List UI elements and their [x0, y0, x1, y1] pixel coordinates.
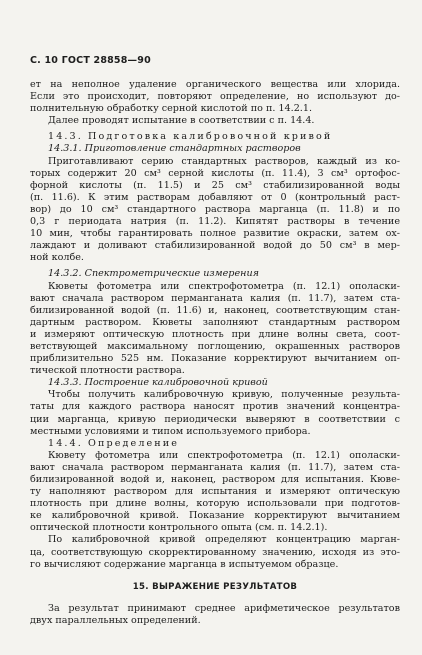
text-line: форной кислоты (п. 11.5) и 25 см³ стабилизированной воды	[30, 179, 400, 191]
text-line: двух параллельных определений.	[30, 614, 201, 626]
text-line: ке калибровочной кривой. Показание корректируют вычитанием	[30, 510, 400, 522]
text-line: дартным раствором. Кюветы заполняют стандартным раствором	[30, 316, 400, 328]
text-line: 10 мин, чтобы гарантировать полное развитие окраски, затем ох-	[30, 228, 400, 240]
text-line: оптической плотности контрольного опыта (см. п. 14.2.1).	[30, 522, 328, 534]
text-line: билизированной водой (п. 11.6) и, наконец, соответствующим стан-	[30, 304, 400, 316]
text-line: ет на неполное удаление органического вещества или хлорида.	[30, 79, 400, 90]
text-line: вают сначала раствором перманганата калия (п. 11.7), затем ста-	[30, 292, 400, 304]
text-line: тической плотности раствора.	[30, 365, 185, 377]
text-line: За результат принимают среднее арифметическое результатов	[48, 602, 400, 614]
text-line: ции марганца, кривую периодически выверяют в соответствии с	[30, 413, 400, 425]
text-line: 0,3 г периодата натрия (п. 11.2). Кипятят растворы в течение	[30, 216, 400, 228]
text-line: Кювету фотометра или спектрофотометра (п. 12.1) ополаски-	[48, 449, 400, 461]
section-gap	[30, 593, 400, 603]
text-line: Далее проводят испытание в соответствии с п. 14.4.	[48, 115, 315, 127]
section-heading: 15. ВЫРАЖЕНИЕ РЕЗУЛЬТАТОВ	[132, 581, 298, 592]
text-line: полнительную обработку серной кислотой по п. 14.2.1.	[30, 103, 313, 115]
text-line: Приготавливают серию стандартных растворов, каждый из ко-	[48, 155, 400, 167]
text-line: приблизительно 525 нм. Показание корректируют вычитанием оп-	[30, 353, 400, 365]
text-line: Кюветы фотометра или спектрофотометра (п. 12.1) ополаски-	[48, 280, 400, 292]
text-line: местными условиями и типом используемого прибора.	[30, 425, 311, 437]
text-line: (п. 11.6). К этим растворам добавляют от 0 (контрольный раст-	[30, 191, 400, 203]
text-line: билизированной водой и, наконец, раствором для испытания. Кюве-	[30, 474, 400, 485]
text-line: таты для каждого раствора наносят против значений концентра-	[30, 401, 400, 413]
text-line: торых содержит 20 см³ серной кислоты (п. 11.4), 3 см³ ортофос-	[30, 167, 400, 179]
text-line: ту наполняют раствором для испытания и измеряют оптическую	[30, 486, 400, 498]
text-line: 14.3.2. Спектрометрические измерения	[48, 268, 259, 280]
text-line: го вычисляют содержание марганца в испытуемом образце.	[30, 558, 339, 570]
text-line: 14.3.3. Построение калибровочной кривой	[48, 377, 268, 389]
text-line: По калибровочной кривой определяют концентрацию марган-	[48, 534, 400, 546]
text-line: и измеряют оптическую плотность при длине волны света, соот-	[30, 328, 400, 340]
text-line: ца, соответствующую скорректированному значению, исходя из это-	[30, 546, 400, 558]
document-body	[30, 79, 400, 627]
text-line: ной колбе.	[30, 252, 84, 264]
text-line: 14.3.1. Приготовление стандартных растворов	[48, 143, 301, 155]
text-line: ветствующей максимальному поглощению, окрашенных растворов	[30, 340, 400, 352]
text-line: 14.3. Подготовка калибровочной кривой	[48, 131, 333, 143]
text-line: лаждают и доливают стабилизированной водой до 50 см³ в мер-	[30, 240, 400, 252]
text-line: Чтобы получить калибровочную кривую, полученные результа-	[48, 389, 400, 401]
text-line: плотность при длине волны, которую использовали при подготов-	[30, 498, 400, 510]
text-line: вают сначала раствором перманганата калия (п. 11.7), затем ста-	[30, 461, 400, 473]
page-header: С. 10 ГОСТ 28858—90	[30, 55, 151, 66]
text-line: 14.4. Определение	[48, 437, 180, 449]
section-gap	[30, 571, 400, 581]
text-line: вор) до 10 см³ стандартного раствора марганца (п. 11.8) и по	[30, 203, 400, 215]
text-line: Если это происходит, повторяют определение, но используют до-	[30, 91, 400, 103]
